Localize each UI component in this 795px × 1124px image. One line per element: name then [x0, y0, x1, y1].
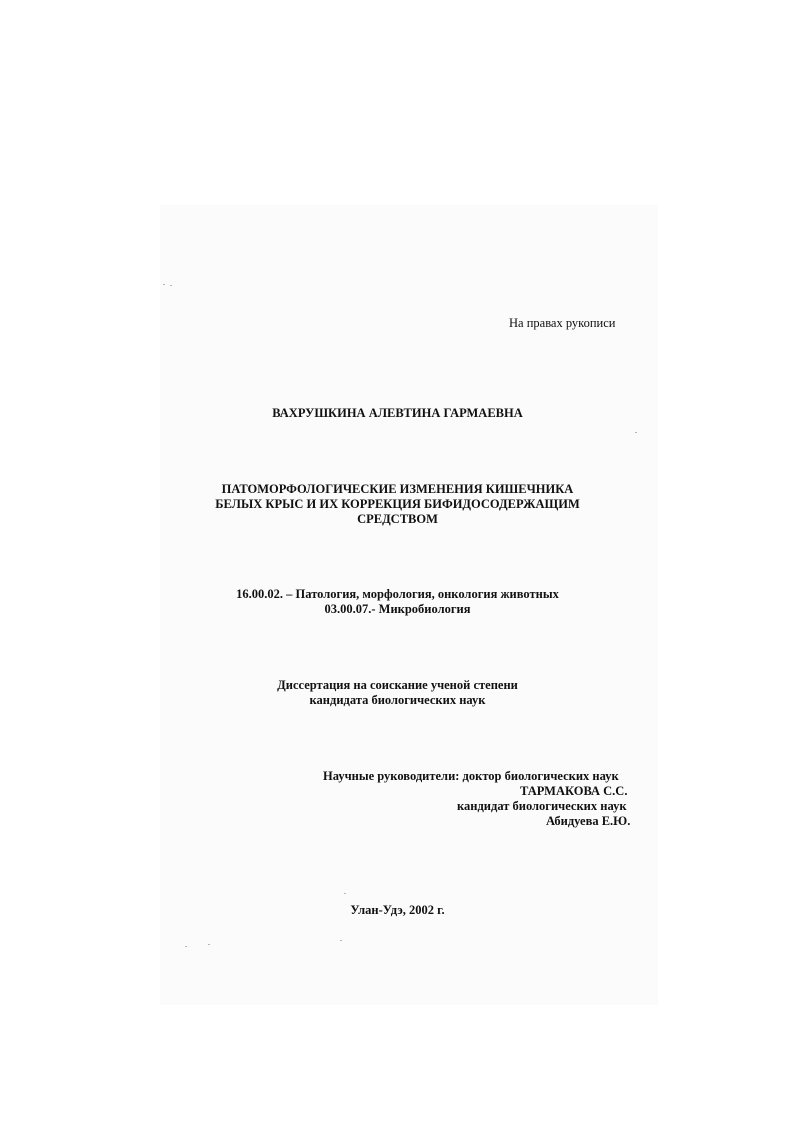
dissertation-title-line-3: СРЕДСТВОМ: [357, 512, 438, 526]
supervisors-line-2: ТАРМАКОВА С.С.: [520, 784, 628, 798]
degree-line-2: кандидата биологических наук: [309, 693, 486, 707]
dissertation-title-line-2: БЕЛЫХ КРЫС И ИХ КОРРЕКЦИЯ БИФИДОСОДЕРЖАЩИМ: [215, 497, 580, 511]
scan-speck: [340, 940, 342, 941]
degree-line-1: Диссертация на соискание ученой степени: [277, 678, 518, 692]
specialty-line-1: 16.00.02. – Патология, морфология, онкология животных: [236, 587, 559, 601]
scan-speck: [635, 432, 637, 433]
author-name: ВАХРУШКИНА АЛЕВТИНА ГАРМАЕВНА: [272, 406, 523, 420]
supervisors-line-1: Научные руководители: доктор биологических наук: [323, 769, 619, 783]
scan-speck: [163, 284, 165, 285]
scan-speck: [185, 946, 187, 947]
dissertation-title-line-1: ПАТОМОРФОЛОГИЧЕСКИЕ ИЗМЕНЕНИЯ КИШЕЧНИКА: [221, 482, 574, 496]
specialty-line-2: 03.00.07.- Микробиология: [324, 602, 471, 616]
supervisors-line-4: Абидуева Е.Ю.: [546, 814, 631, 828]
scan-speck: [344, 893, 346, 894]
manuscript-rights-note: На правах рукописи: [509, 316, 616, 330]
supervisors-line-3: кандидат биологических наук: [457, 799, 627, 813]
scan-speck: [170, 285, 172, 286]
place-and-year: Улан-Удэ, 2002 г.: [350, 903, 445, 917]
scan-speck: [208, 944, 210, 945]
